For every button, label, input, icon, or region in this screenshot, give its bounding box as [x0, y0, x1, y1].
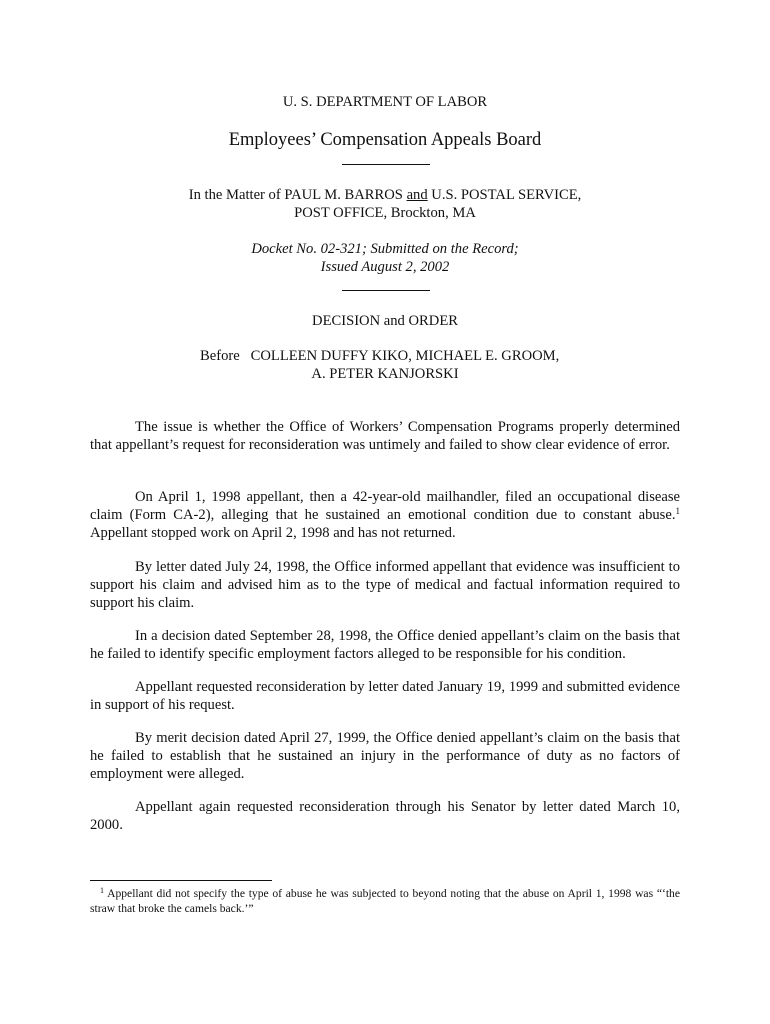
paragraph-text [90, 488, 680, 542]
footnote-divider [90, 880, 272, 881]
case-caption-line1 [0, 186, 770, 204]
paragraph-text: The issue is whether the Office of Workers’ Compensation Programs properly determined that appellant’s request for reconsideration was untimely and failed to show clear evidence of error. [90, 419, 680, 453]
footnote-ref: 1 [675, 506, 680, 516]
docket-info [0, 240, 770, 276]
paragraph-text: By merit decision dated April 27, 1999, the Office denied appellant’s claim on the basis that he failed to establish that he sustained an injury in the performance of duty as no factors of employment were alleged. [90, 730, 680, 782]
paragraph [90, 558, 680, 612]
paragraph-text: Appellant requested reconsideration by letter dated January 19, 1999 and submitted evidence in support of his request. [90, 679, 680, 713]
board-title: Employees’ Compensation Appeals Board [228, 130, 542, 150]
caption-prefix: In the Matter of PAUL M. BARROS [188, 187, 407, 203]
paragraph [90, 678, 680, 714]
paragraph-text: Appellant again requested reconsideration through his Senator by letter dated March 10, 2000. [90, 799, 680, 833]
footnote-number: 1 [100, 886, 104, 895]
footnote-text [90, 886, 680, 916]
divider [342, 164, 430, 165]
paragraph [90, 627, 680, 663]
footnote [90, 886, 680, 916]
paragraph-text: By letter dated July 24, 1998, the Office informed appellant that evidence was insufficient to support his claim and advised him as to the type of medical and factual information required to support his claim. [90, 559, 680, 611]
caption-suffix: U.S. POSTAL SERVICE, [427, 187, 582, 203]
paragraph-text-main: On April 1, 1998 appellant, then a 42-year-old mailhandler, filed an occupational disease claim (Form CA-2), alleging that he sustained an emotional condition due to constant abuse. [90, 489, 680, 523]
docket-line2: Issued August 2, 2002 [320, 259, 450, 275]
panel-line2: A. PETER KANJORSKI [311, 366, 459, 382]
paragraph [90, 418, 680, 454]
paragraph [90, 488, 680, 542]
paragraph-text: In a decision dated September 28, 1998, the Office denied appellant’s claim on the basis that he failed to identify specific employment factors alleged to be responsible for his condition. [90, 628, 680, 662]
case-caption [0, 186, 770, 222]
caption-and: and [406, 187, 428, 203]
decision-title: DECISION and ORDER [312, 313, 458, 329]
paragraph-text-tail: Appellant stopped work on April 2, 1998 and has not returned. [90, 525, 456, 541]
docket-line1: Docket No. 02-321; Submitted on the Record; [251, 241, 519, 257]
paragraph [90, 729, 680, 783]
footnote-body: Appellant did not specify the type of abuse he was subjected to beyond noting that the abuse on April 1, 1998 was “‘the straw that broke the camels back.’” [90, 887, 680, 915]
case-caption-line2: POST OFFICE, Brockton, MA [294, 205, 476, 221]
panel-line1: Before COLLEEN DUFFY KIKO, MICHAEL E. GROOM, [200, 348, 560, 364]
department-heading: U. S. DEPARTMENT OF LABOR [282, 94, 488, 110]
paragraph [90, 798, 680, 834]
divider [342, 290, 430, 291]
